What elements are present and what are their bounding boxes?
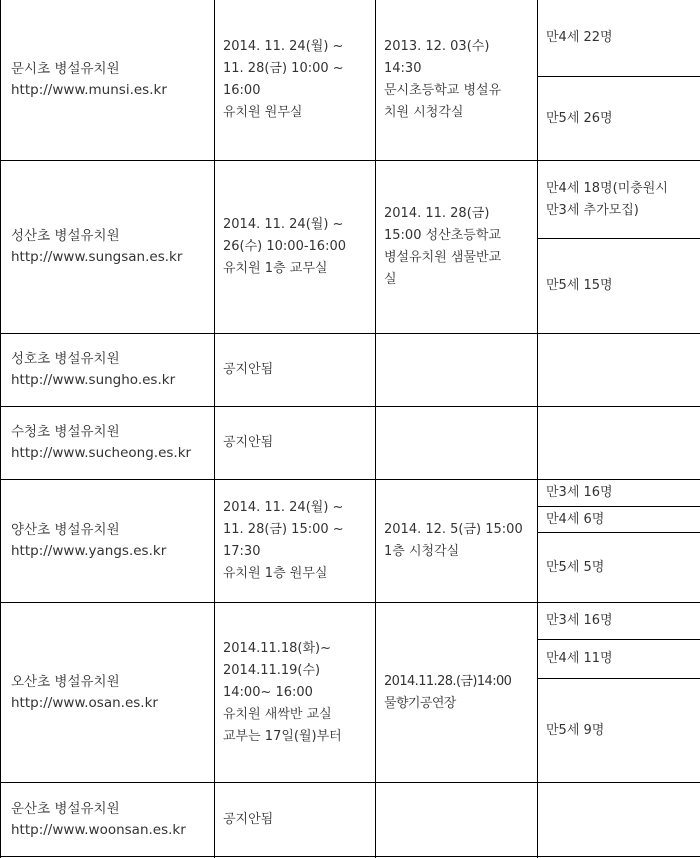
- col-divider: [537, 0, 538, 858]
- school-url: http://www.munsi.es.kr: [11, 82, 167, 98]
- quota-cell: [546, 783, 700, 856]
- col-divider: [0, 0, 1, 858]
- quota-cell: 만4세 11명: [546, 651, 613, 666]
- row-divider: [0, 856, 700, 857]
- quota-cell: 만4세 18명(미충원시 만3세 추가모집): [546, 180, 668, 218]
- quota-cell: 만3세 16명: [546, 613, 613, 628]
- school-cell: [11, 407, 211, 479]
- school-cell: [11, 161, 211, 333]
- quota-cell: 만4세 6명: [546, 511, 605, 527]
- lottery-info: 2014. 11. 28(금) 15:00 성산초등학교 병설유치원 샘물반교 실: [384, 206, 502, 287]
- application-period: 2014. 11. 24(월) ~ 26(수) 10:00-16:00 유치원 1층 교무실: [223, 217, 346, 276]
- quota-cell: 만5세 26명: [546, 110, 613, 126]
- lottery-info: 2014.11.28.(금)14:00 물향기공연장: [384, 673, 512, 711]
- school-name: 운산초 병설유치원: [11, 800, 120, 817]
- application-period: 2014. 11. 24(월) ~ 11. 28(금) 10:00 ~ 16:00 유치원 원무실: [223, 39, 344, 120]
- lottery-info: [384, 407, 534, 479]
- lottery-info: 2014. 12. 5(금) 15:00 1층 시청각실: [384, 522, 523, 559]
- col-divider: [214, 0, 215, 858]
- quota-cell: 만4세 22명: [546, 30, 613, 45]
- quota-cell: 만5세 9명: [546, 722, 605, 738]
- application-period: 2014.11.18(화)~ 2014.11.19(수) 14:00~ 16:00 유치원 새싹반 교실 교부는 17일(월)부터: [223, 640, 342, 744]
- school-name: 수청초 병설유치원: [11, 424, 120, 440]
- lottery-info: [384, 783, 534, 856]
- quota-cell: [546, 407, 700, 479]
- school-url: http://www.osan.es.kr: [11, 694, 158, 711]
- application-period: 공지안됨: [223, 435, 274, 450]
- school-cell: [11, 603, 211, 782]
- quota-cell: 만3세 16명: [546, 485, 613, 500]
- lottery-info: [384, 334, 534, 406]
- application-period: 공지안됨: [223, 362, 274, 377]
- school-cell: [11, 334, 211, 406]
- school-cell: [11, 480, 211, 602]
- school-name: 문시초 병설유치원: [11, 61, 120, 77]
- school-name: 양산초 병설유치원: [11, 522, 120, 538]
- school-url: http://www.yangs.es.kr: [11, 543, 167, 559]
- school-cell: [11, 0, 211, 160]
- application-period: 2014. 11. 24(월) ~ 11. 28(금) 15:00 ~ 17:30 유치원 1층 원무실: [223, 500, 344, 581]
- school-url: http://www.sungho.es.kr: [11, 372, 176, 388]
- quota-cell: 만5세 15명: [546, 278, 613, 293]
- school-name: 성호초 병설유치원: [11, 351, 120, 367]
- school-url: http://www.sungsan.es.kr: [11, 249, 183, 265]
- quota-cell: 만5세 5명: [546, 559, 605, 575]
- school-url: http://www.sucheong.es.kr: [11, 445, 192, 461]
- school-cell: [11, 783, 211, 856]
- school-name: 오산초 병설유치원: [11, 673, 120, 690]
- col-divider: [375, 0, 376, 858]
- application-period: 공지안됨: [223, 811, 274, 827]
- school-name: 성산초 병설유치원: [11, 228, 120, 244]
- quota-cell: [546, 334, 700, 406]
- school-url: http://www.woonsan.es.kr: [11, 821, 186, 838]
- lottery-info: 2013. 12. 03(수) 14:30 문시초등학교 병설유 치원 시청각실: [384, 39, 502, 120]
